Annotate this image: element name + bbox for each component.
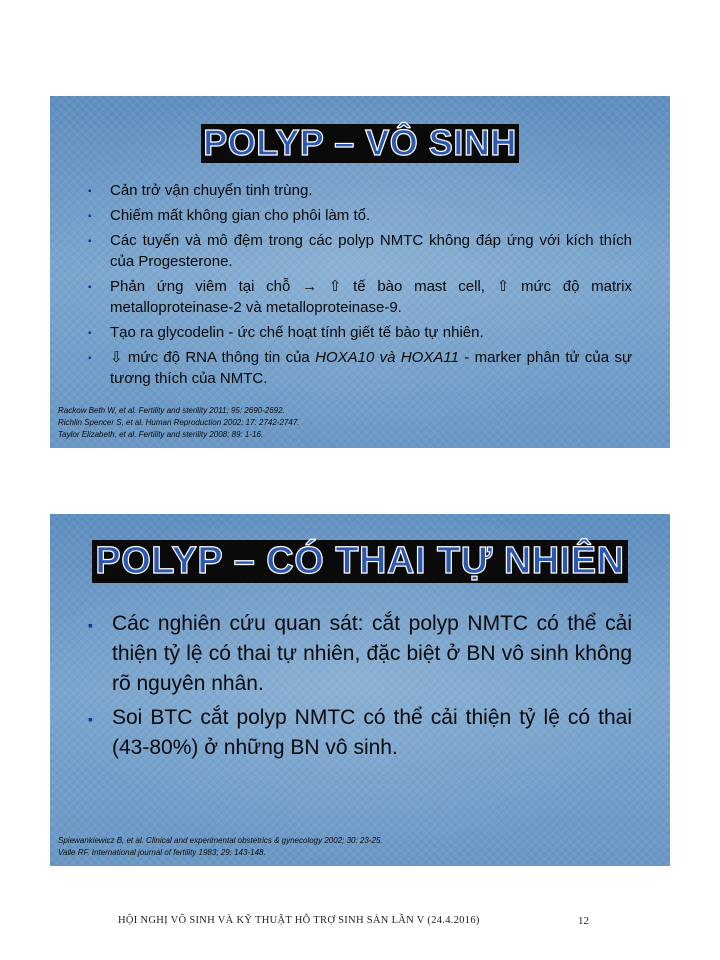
slide-title-text: POLYP – CÓ THAI TỰ NHIÊN <box>92 540 627 583</box>
bullet-text: Tạo ra glycodelin - ức chế hoạt tính giết tế bào tự nhiên. <box>110 324 484 341</box>
bullet-item <box>88 703 632 763</box>
slide-polyp-co-thai-tu-nhien <box>50 514 670 866</box>
bullet-list <box>88 180 632 393</box>
bullet-item <box>88 347 632 389</box>
bullet-item <box>88 180 632 201</box>
bullet-item <box>88 322 632 343</box>
page-number: 12 <box>578 915 589 927</box>
bullet-text: Soi BTC cắt polyp NMTC có thể cải thiện tỷ lệ có thai (43-80%) ở những BN vô sinh. <box>112 706 632 759</box>
bullet-marker-icon: ▪ <box>88 711 93 727</box>
reference-item: Rackow Beth W, et al. Fertility and sterility 2011; 95: 2690-2692. <box>58 406 285 415</box>
reference-item: Taylor Elizabeth, et al. Fertility and sterility 2008; 89: 1-16. <box>58 430 264 439</box>
bullet-marker-icon: ▪ <box>88 353 92 364</box>
bullet-text: Các nghiên cứu quan sát: cắt polyp NMTC có thể cải thiện tỷ lệ có thai tự nhiên, đặc biệt ở BN vô sinh không rõ nguyên nhân. <box>112 612 632 695</box>
bullet-marker-icon: ▪ <box>88 617 93 633</box>
bullet-item <box>88 609 632 699</box>
bullet-item <box>88 230 632 272</box>
references <box>58 405 662 441</box>
bullet-marker-icon: ▪ <box>88 328 92 339</box>
bullet-text: ⇩ mức độ RNA thông tin của <box>110 349 316 366</box>
bullet-text: Phản ứng viêm tại chỗ → ⇧ tế bào mast cell, ⇧ mức độ matrix metalloproteinase-2 và metalloproteinase-9. <box>110 278 632 316</box>
bullet-item <box>88 276 632 318</box>
bullet-marker-icon: ▪ <box>88 211 92 222</box>
reference-item: Richlin Spencer S, et al. Human Reproduction 2002; 17: 2742-2747. <box>58 418 300 427</box>
bullet-text: - marker phân tử của sự tương thích của NMTC. <box>110 349 632 387</box>
bullet-marker-icon: ▪ <box>88 282 92 293</box>
bullet-marker-icon: ▪ <box>88 236 92 247</box>
bullet-text-italic: HOXA10 và HOXA11 <box>315 349 459 366</box>
slide-title-text: POLYP – VÔ SINH <box>203 122 517 163</box>
bullet-marker-icon: ▪ <box>88 186 92 197</box>
bullet-list <box>88 609 632 767</box>
slide-title <box>50 540 670 583</box>
bullet-text: Chiếm mất không gian cho phôi làm tổ. <box>110 207 371 224</box>
reference-item: Valle RF. International journal of fertility 1983; 29: 143-148. <box>58 848 266 857</box>
bullet-item <box>88 205 632 226</box>
slide-title <box>50 124 670 163</box>
page-footer: HỘI NGHỊ VÔ SINH VÀ KỸ THUẬT HỖ TRỢ SINH SẢN LẦN V (24.4.2016) <box>118 915 480 926</box>
bullet-text: Cản trở vận chuyển tinh trùng. <box>110 182 313 199</box>
bullet-text: Các tuyến và mô đệm trong các polyp NMTC không đáp ứng với kích thích của Progesterone. <box>110 232 632 270</box>
reference-item: Spiewankiewicz B, et al. Clinical and experimental obstetrics & gynecology 2002; 30: 23-25. <box>58 836 383 845</box>
references <box>58 835 662 859</box>
slide-polyp-vo-sinh <box>50 96 670 448</box>
